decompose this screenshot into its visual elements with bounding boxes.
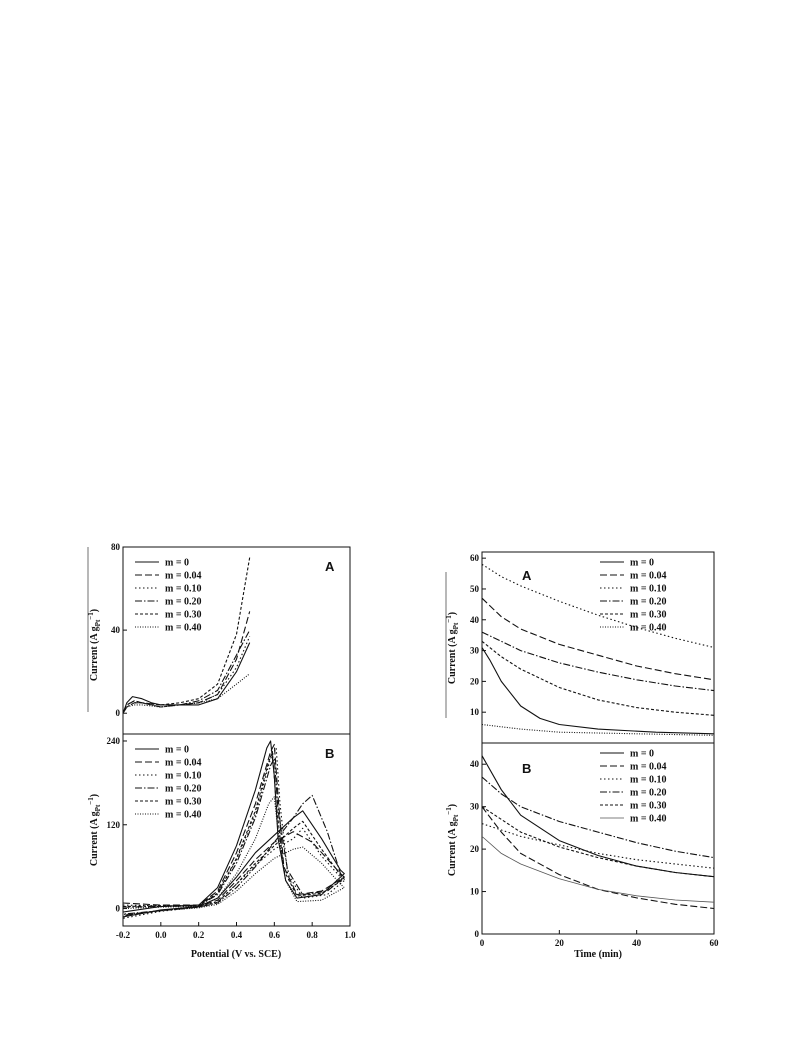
- cv-b-panel-label: B: [325, 746, 335, 761]
- cv-b-series-line-5: [123, 797, 344, 915]
- ca-b-series-line-0: [482, 756, 714, 877]
- ca-a-legend-label-0: m = 0: [630, 557, 655, 569]
- ca-b-y-tick-label-3: 30: [470, 801, 479, 812]
- ca-a-y-tick-label-5: 60: [470, 553, 479, 564]
- ca-b-x-tick-label-0: 0: [479, 938, 485, 948]
- ca-a-frame: [482, 552, 714, 743]
- cv-a-legend-label-1: m = 0.04: [165, 570, 202, 582]
- ca-b-y-tick-label-1: 10: [470, 886, 479, 897]
- ca-a-y-tick-label-4: 50: [470, 583, 479, 594]
- ca-b-y-tick-label-4: 40: [470, 759, 479, 770]
- cv-b-legend-label-3: m = 0.20: [165, 783, 202, 795]
- ca-a-series-line-3: [482, 632, 714, 691]
- cv-b-series-line-3: [123, 758, 344, 914]
- cv-b-x-axis-label: Potential (V vs. SCE): [190, 949, 282, 960]
- cv-a-y-axis-label: Current (A $g_{Pt}^{-1}$): [87, 608, 102, 682]
- cv-a-legend-label-3: m = 0.20: [165, 596, 202, 608]
- cv-b-x-tick-label-2: 0.2: [193, 930, 205, 940]
- cv-a-y-ticks: [111, 542, 127, 718]
- cv-b-series-line-1: [123, 745, 344, 916]
- cv-b-y-tick-label-0: 0: [115, 903, 120, 914]
- ca-a-series-line-5: [482, 725, 714, 736]
- ca-panel-a: [445, 552, 714, 743]
- ca-b-legend-label-0: m = 0: [630, 748, 655, 760]
- ca-b-legend-label-5: m = 0.40: [630, 813, 667, 825]
- ca-b-x-ticks: [480, 930, 719, 948]
- ca-a-panel-label: A: [522, 568, 532, 583]
- cv-b-legend-label-0: m = 0: [165, 744, 190, 756]
- cv-b-legend-label-1: m = 0.04: [165, 757, 202, 769]
- cv-b-x-tick-label-0: -0.2: [115, 930, 131, 940]
- ca-b-legend-label-4: m = 0.30: [630, 800, 667, 812]
- cv-b-y-ticks: [107, 736, 128, 914]
- cv-a-legend-label-0: m = 0: [165, 557, 190, 569]
- ca-a-legend-label-3: m = 0.20: [630, 596, 667, 608]
- ca-a-series-line-4: [482, 641, 714, 715]
- cv-b-x-tick-label-1: 0.0: [155, 930, 167, 940]
- ca-a-legend-label-2: m = 0.10: [630, 583, 667, 595]
- cv-b-y-axis-label: Current (A $g_{Pt}^{-1}$): [87, 793, 102, 867]
- cv-b-x-ticks: [116, 922, 356, 940]
- cv-b-y-tick-label-1: 120: [106, 819, 120, 830]
- cv-a-legend-label-5: m = 0.40: [165, 622, 202, 634]
- ca-b-x-tick-label-2: 40: [632, 938, 642, 948]
- cv-a-series-line-3: [123, 630, 250, 713]
- ca-a-y-tick-label-3: 40: [470, 614, 479, 625]
- cv-a-legend-label-2: m = 0.10: [165, 583, 202, 595]
- cv-b-legend: [135, 745, 202, 821]
- ca-b-x-tick-label-3: 60: [709, 938, 719, 948]
- cv-a-legend: [135, 558, 202, 634]
- ca-a-y-tick-label-0: 10: [470, 707, 479, 718]
- ca-b-legend-label-3: m = 0.20: [630, 787, 667, 799]
- ca-a-series-line-0: [482, 648, 714, 734]
- ca-a-legend-label-1: m = 0.04: [630, 570, 667, 582]
- ca-b-series-line-4: [482, 807, 714, 877]
- cv-b-legend-label-4: m = 0.30: [165, 796, 202, 808]
- ca-a-legend-label-4: m = 0.30: [630, 609, 667, 621]
- ca-a-y-tick-label-2: 30: [470, 645, 479, 656]
- ca-b-legend-label-1: m = 0.04: [630, 761, 667, 773]
- cv-a-panel-label: A: [325, 559, 335, 574]
- ca-b-panel-label: B: [522, 761, 532, 776]
- ca-a-series-line-1: [482, 598, 714, 680]
- ca-b-frame: [482, 743, 714, 934]
- cv-panel-b: [87, 734, 356, 960]
- ca-b-y-axis-label: Current (A $g_{Pt}^{-1}$): [445, 803, 460, 877]
- ca-a-y-axis-label: Current (A $g_{Pt}^{-1}$): [445, 611, 460, 685]
- cv-a-legend-label-4: m = 0.30: [165, 609, 202, 621]
- cv-a-y-tick-label-0: 0: [115, 708, 120, 719]
- cv-b-x-tick-label-3: 0.4: [230, 930, 243, 940]
- cv-b-x-tick-label-4: 0.6: [268, 930, 280, 940]
- cv-b-plot-area: [123, 741, 344, 918]
- cv-b-x-tick-label-6: 1.0: [344, 930, 356, 940]
- ca-b-legend-label-2: m = 0.10: [630, 774, 667, 786]
- cv-b-series-line-0: [123, 741, 344, 917]
- cv-b-legend-label-5: m = 0.40: [165, 809, 202, 821]
- cv-b-legend-label-2: m = 0.10: [165, 770, 202, 782]
- ca-a-legend-label-5: m = 0.40: [630, 622, 667, 634]
- ca-a-series-line-2: [482, 564, 714, 647]
- cv-a-y-tick-label-1: 40: [111, 625, 120, 636]
- ca-a-plot-area: [482, 564, 714, 735]
- ca-a-y-ticks: [470, 553, 486, 717]
- ca-b-plot-area: [482, 756, 714, 909]
- cv-a-y-tick-label-2: 80: [111, 542, 120, 552]
- ca-b-x-tick-label-1: 20: [554, 938, 564, 948]
- ca-a-legend: [600, 558, 667, 634]
- ca-b-series-line-5: [482, 836, 714, 902]
- ca-a-y-tick-label-1: 20: [470, 676, 479, 687]
- ca-b-y-ticks: [470, 759, 486, 939]
- cv-b-x-tick-label-5: 0.8: [306, 930, 318, 940]
- cv-b-series-line-4: [123, 752, 344, 917]
- cv-panel-a: [87, 542, 350, 734]
- ca-panel-b: [445, 743, 719, 960]
- ca-b-series-line-3: [482, 774, 714, 858]
- ca-b-y-tick-label-0: 0: [474, 929, 479, 939]
- ca-b-legend: [600, 749, 667, 825]
- ca-b-y-tick-label-2: 20: [470, 844, 479, 855]
- cv-b-y-tick-label-2: 240: [106, 735, 120, 746]
- ca-b-x-axis-label: Time (min): [574, 949, 622, 960]
